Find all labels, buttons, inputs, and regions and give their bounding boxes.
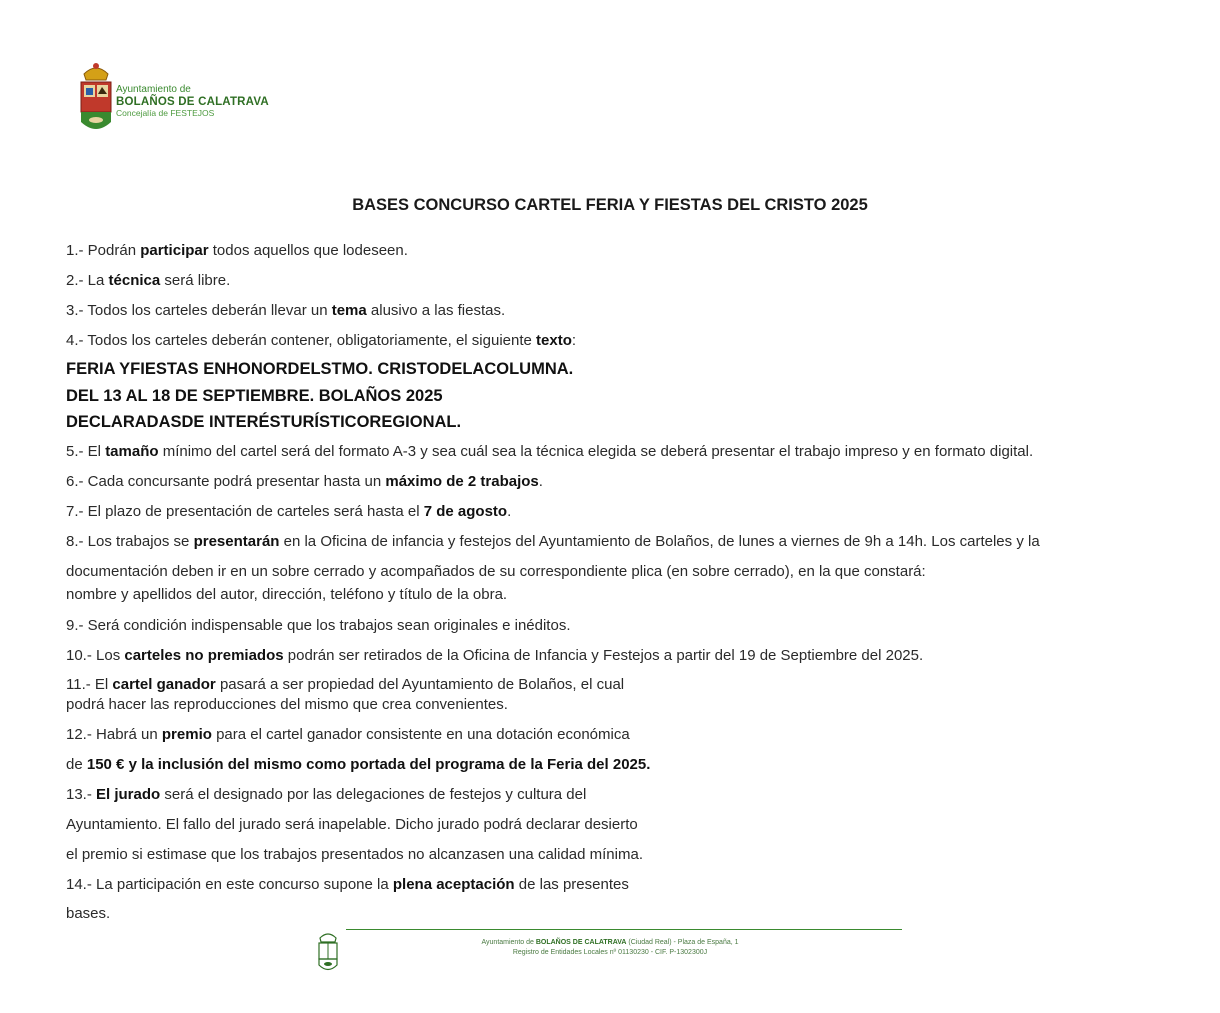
rule-5: 5.- El tamaño mínimo del cartel será del formato A-3 y sea cuál sea la técnica elegida se deberá presentar el trabajo impreso y en formato digital. [66, 443, 1034, 460]
rule-12-line-2: de 150 € y la inclusión del mismo como portada del programa de la Feria del 2025. [66, 756, 651, 773]
rule-8: 8.- Los trabajos se presentarán en la Oficina de infancia y festejos del Ayuntamiento de Bolaños, de lunes a viernes de 9h a 14h. Los carteles y la [66, 533, 1040, 550]
document-title: BASES CONCURSO CARTEL FERIA Y FIESTAS DEL CRISTO 2025 [352, 196, 868, 214]
rule-14: 14.- La participación en este concurso supone la plena aceptación de las presentes [66, 876, 629, 893]
rule-3: 3.- Todos los carteles deberán llevar un tema alusivo a las fiestas. [66, 302, 506, 319]
rule-1: 1.- Podrán participar todos aquellos que lodeseen. [66, 242, 408, 259]
footer-divider [346, 929, 902, 930]
rule-14-line-2: bases. [66, 905, 111, 922]
rule-11-line-2: podrá hacer las reproducciones del mismo que crea convenientes. [66, 696, 508, 713]
required-text-line-3: DECLARADASDE INTERÉSTURÍSTICOREGIONAL. [66, 413, 462, 431]
required-text-line-1: FERIA YFIESTAS ENHONORDELSTMO. CRISTODELACOLUMNA. [66, 360, 574, 378]
rule-7: 7.- El plazo de presentación de carteles será hasta el 7 de agosto. [66, 503, 512, 520]
rule-11: 11.- El cartel ganador pasará a ser propiedad del Ayuntamiento de Bolaños, el cual [66, 676, 625, 693]
coat-of-arms-icon [78, 60, 114, 138]
rule-9: 9.- Será condición indispensable que los trabajos sean originales e inéditos. [66, 617, 571, 634]
rule-13: 13.- El jurado será el designado por las delegaciones de festejos y cultura del [66, 786, 587, 803]
footer-crest-icon [316, 930, 340, 979]
rule-8-line-2: documentación deben ir en un sobre cerrado y acompañados de su correspondiente plica (en sobre cerrado), en la que constará: [66, 563, 926, 580]
rule-10: 10.- Los carteles no premiados podrán ser retirados de la Oficina de Infancia y Festejos a partir del 19 de Septiembre del 2025. [66, 647, 924, 664]
rule-13-line-2: Ayuntamiento. El fallo del jurado será inapelable. Dicho jurado podrá declarar desierto [66, 816, 638, 833]
logo-line-2: BOLAÑOS DE CALATRAVA [116, 95, 269, 108]
municipal-logo [78, 60, 278, 140]
rule-8-line-3: nombre y apellidos del autor, dirección, teléfono y título de la obra. [66, 586, 508, 603]
rule-6: 6.- Cada concursante podrá presentar hasta un máximo de 2 trabajos. [66, 473, 543, 490]
rule-12: 12.- Habrá un premio para el cartel ganador consistente en una dotación económica [66, 726, 630, 743]
footer-address: Ayuntamiento de BOLAÑOS DE CALATRAVA (Ciudad Real) - Plaza de España, 1 Registro de Entidades Locales nº 01130230 - CIF. P-1302300J [481, 939, 739, 956]
required-text-line-2: DEL 13 AL 18 DE SEPTIEMBRE. BOLAÑOS 2025 [66, 387, 443, 405]
logo-line-3: Concejalía de FESTEJOS [116, 107, 215, 118]
logo-line-1: Ayuntamiento de [116, 84, 191, 95]
rule-13-line-3: el premio si estimase que los trabajos presentados no alcanzasen una calidad mínima. [66, 846, 643, 863]
rule-4: 4.- Todos los carteles deberán contener, obligatoriamente, el siguiente texto: [66, 332, 577, 349]
rule-2: 2.- La técnica será libre. [66, 272, 231, 289]
